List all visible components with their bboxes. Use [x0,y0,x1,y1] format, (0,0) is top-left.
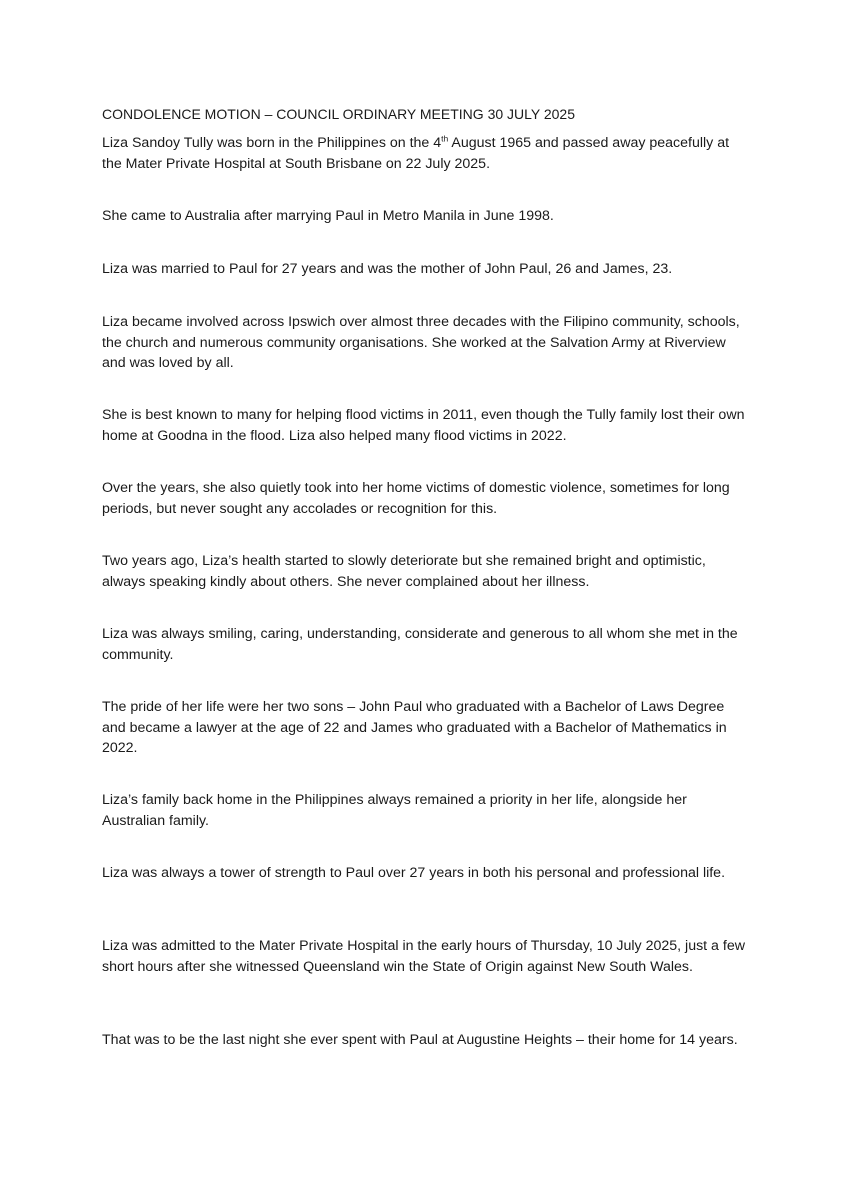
paragraph-flood: She is best known to many for helping flood victims in 2011, even though the Tully family lost their own home at Goodna in the flood. Liza also helped many flood victims in 2022. [102,407,745,444]
paragraph-birth-text-start: Liza Sandoy Tully was born in the Philippines on the 4 [102,135,442,151]
document-title: CONDOLENCE MOTION – COUNCIL ORDINARY MEETING 30 JULY 2025 [102,106,576,122]
ordinal-suffix: th [441,133,449,144]
paragraph-community: Liza became involved across Ipswich over almost three decades with the Filipino community, schools, the church and numerous community organisations. She worked at the Salvation Army at Riverview and was loved by all. [102,314,740,372]
paragraph-admission: Liza was admitted to the Mater Private Hospital in the early hours of Thursday, 10 July 2025, just a few short hours after she witnessed Queensland win the State of Origin against New South Wales. [102,938,745,975]
paragraph-character: Liza was always smiling, caring, understanding, considerate and generous to all whom she met in the community. [102,626,738,663]
paragraph-arrival: She came to Australia after marrying Paul in Metro Manila in June 1998. [102,208,554,224]
paragraph-family: Liza’s family back home in the Philippines always remained a priority in her life, alongside her Australian family. [102,792,687,829]
paragraph-strength: Liza was always a tower of strength to Paul over 27 years in both his personal and professional life. [102,865,726,881]
paragraph-birth-text-end: August 1965 and passed away peacefully at the Mater Private Hospital at South Brisbane on 22 July 2025. [102,135,730,172]
paragraph-birth [102,133,747,174]
paragraph-health: Two years ago, Liza’s health started to slowly deteriorate but she remained bright and optimistic, always speaking kindly about others. She never complained about her illness. [102,553,706,590]
paragraph-marriage: Liza was married to Paul for 27 years and was the mother of John Paul, 26 and James, 23. [102,261,673,277]
paragraph-last-night: That was to be the last night she ever spent with Paul at Augustine Heights – their home for 14 years. [102,1032,738,1048]
paragraph-domestic-violence: Over the years, she also quietly took into her home victims of domestic violence, sometimes for long periods, but never sought any accolades or recognition for this. [102,480,730,517]
paragraph-sons: The pride of her life were her two sons – John Paul who graduated with a Bachelor of Laws Degree and became a lawyer at the age of 22 and James who graduated with a Bachelor of Mathematics in 2022. [102,699,727,757]
